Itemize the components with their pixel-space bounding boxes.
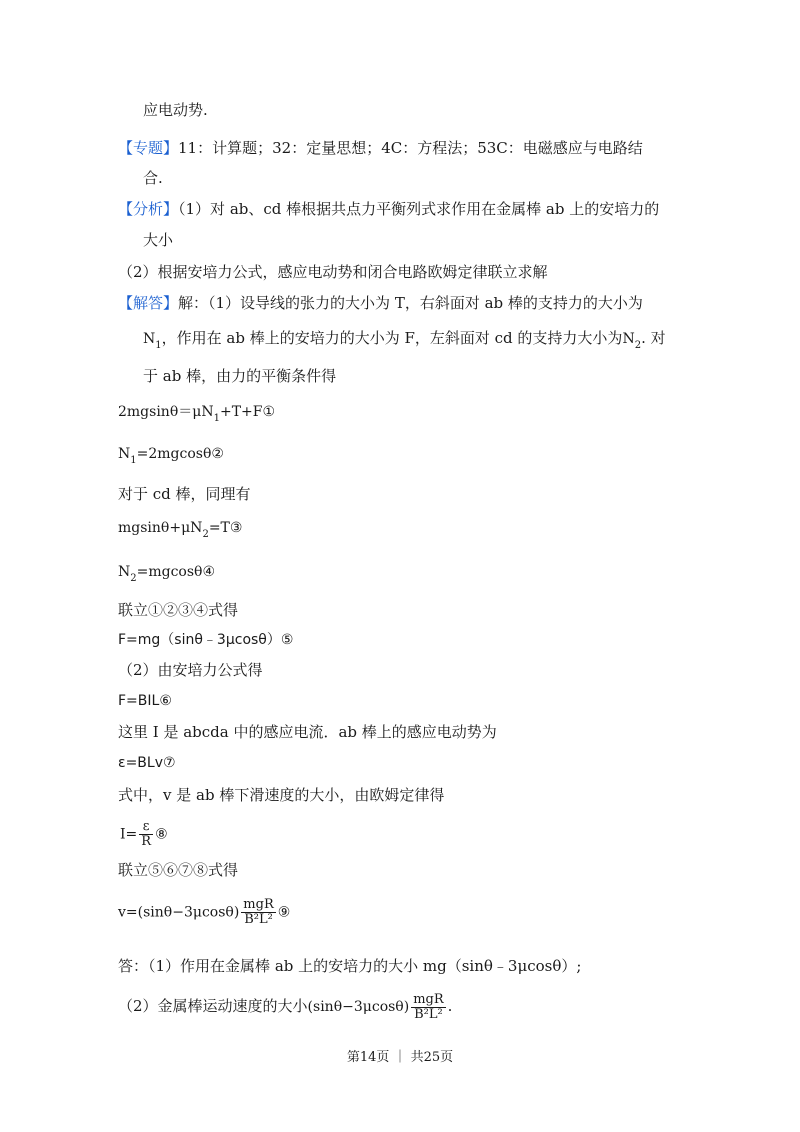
fraction (139, 820, 153, 849)
text-line (118, 785, 444, 805)
math: ε=BLv⑦ (118, 755, 176, 771)
text-line (143, 100, 208, 120)
equation-8 (120, 820, 168, 849)
text: （2）根据安培力公式，感应电动势和闭合电路欧姆定律联立求解 (118, 263, 548, 281)
equation-9 (118, 898, 290, 927)
answer-line (118, 293, 643, 313)
math-sub: 1 (213, 413, 220, 424)
math: 2mgsinθ＝μN (118, 404, 214, 420)
text: 于 ab 棒，由力的平衡条件得 (143, 367, 337, 385)
math: =2mgcosθ② (136, 446, 224, 462)
page-footer: 第14页 ｜ 共25页 (346, 1050, 454, 1065)
text: 对于 cd 棒，同理有 (118, 485, 251, 503)
text: 这里 I 是 abcda 中的感应电流．ab 棒上的感应电动势为 (118, 723, 497, 741)
fraction-numerator: mgR (243, 897, 274, 912)
math: N (143, 331, 156, 347)
math: +T+F① (219, 404, 276, 420)
math-sub: 1 (130, 455, 137, 466)
text-line (143, 366, 336, 386)
math: F=mg（sinθ﹣3μcosθ）⑤ (118, 632, 294, 648)
topic-tag: 【专题】 (118, 139, 179, 157)
math: N (118, 564, 131, 580)
answer-text: 解：（1）设导线的张力的大小为 T，右斜面对 ab 棒的支持力的大小为 (178, 294, 643, 312)
math-sub: 1 (155, 340, 162, 351)
text: 合. (143, 169, 163, 187)
text-line (118, 860, 238, 880)
text: . 对 (641, 329, 666, 347)
text-line (118, 484, 251, 504)
topic-text: 11：计算题；32：定量思想；4C：方程法；53C：电磁感应与电路结 (178, 139, 643, 157)
text: . (447, 997, 453, 1015)
text: （2）由安培力公式得 (118, 661, 263, 679)
equation-5 (118, 630, 293, 650)
text-line (118, 262, 548, 282)
equation-6 (118, 691, 172, 711)
text: ，作用在 ab 棒上的安培力的大小为 F，左斜面对 cd 的支持力大小为 (161, 329, 623, 347)
math: (sinθ−3μcosθ) (307, 999, 410, 1015)
equation-1 (118, 402, 275, 429)
answer-tag: 【解答】 (118, 294, 179, 312)
equation-3 (118, 518, 242, 545)
equation-7 (118, 753, 176, 773)
fraction-numerator: mgR (413, 991, 444, 1007)
text-line (118, 600, 238, 620)
math: I= (120, 826, 138, 843)
math: F=BIL⑥ (118, 693, 172, 709)
math: ⑧ (155, 826, 168, 843)
text-line (118, 660, 263, 680)
text-line (143, 328, 666, 356)
topic-line (118, 138, 643, 158)
fraction-numerator: ε (139, 820, 153, 835)
text: 答：（1）作用在金属棒 ab 上的安培力的大小 mg（sinθ﹣3μcosθ）; (118, 957, 582, 975)
fraction (411, 993, 445, 1022)
math-sub: 2 (130, 573, 137, 584)
math: N (622, 331, 635, 347)
fraction-denominator: B²L² (244, 912, 273, 927)
fraction (241, 898, 275, 927)
text: 联立⑤⑥⑦⑧式得 (118, 861, 239, 879)
math: =mgcosθ④ (136, 564, 216, 580)
text: （2）金属棒运动速度的大小 (118, 997, 308, 1015)
analysis-text: （1）对 ab、cd 棒根据共点力平衡列式求作用在金属棒 ab 上的安培力的 (178, 200, 660, 218)
analysis-tag: 【分析】 (118, 200, 179, 218)
answer-summary-1 (118, 956, 581, 976)
equation-2 (118, 444, 224, 471)
text-line (143, 168, 163, 188)
fraction-denominator: R (141, 834, 152, 849)
math-sub: 2 (202, 529, 209, 540)
math: ⑨ (277, 904, 291, 921)
math-sub: 2 (634, 340, 642, 351)
text: 应电动势. (143, 101, 208, 119)
math: =T③ (208, 520, 243, 536)
answer-summary-2 (118, 992, 452, 1022)
equation-4 (118, 562, 215, 589)
text: 联立①②③④式得 (118, 601, 239, 619)
fraction-denominator: B²L² (414, 1006, 443, 1022)
text: 大小 (143, 231, 174, 249)
analysis-line (118, 199, 659, 219)
math: v=(sinθ−3μcosθ) (118, 904, 240, 921)
math: N (118, 446, 131, 462)
text-line (118, 722, 497, 742)
text: 式中，v 是 ab 棒下滑速度的大小，由欧姆定律得 (118, 786, 445, 804)
text-line (143, 230, 173, 250)
math: mgsinθ+μN (118, 520, 203, 536)
